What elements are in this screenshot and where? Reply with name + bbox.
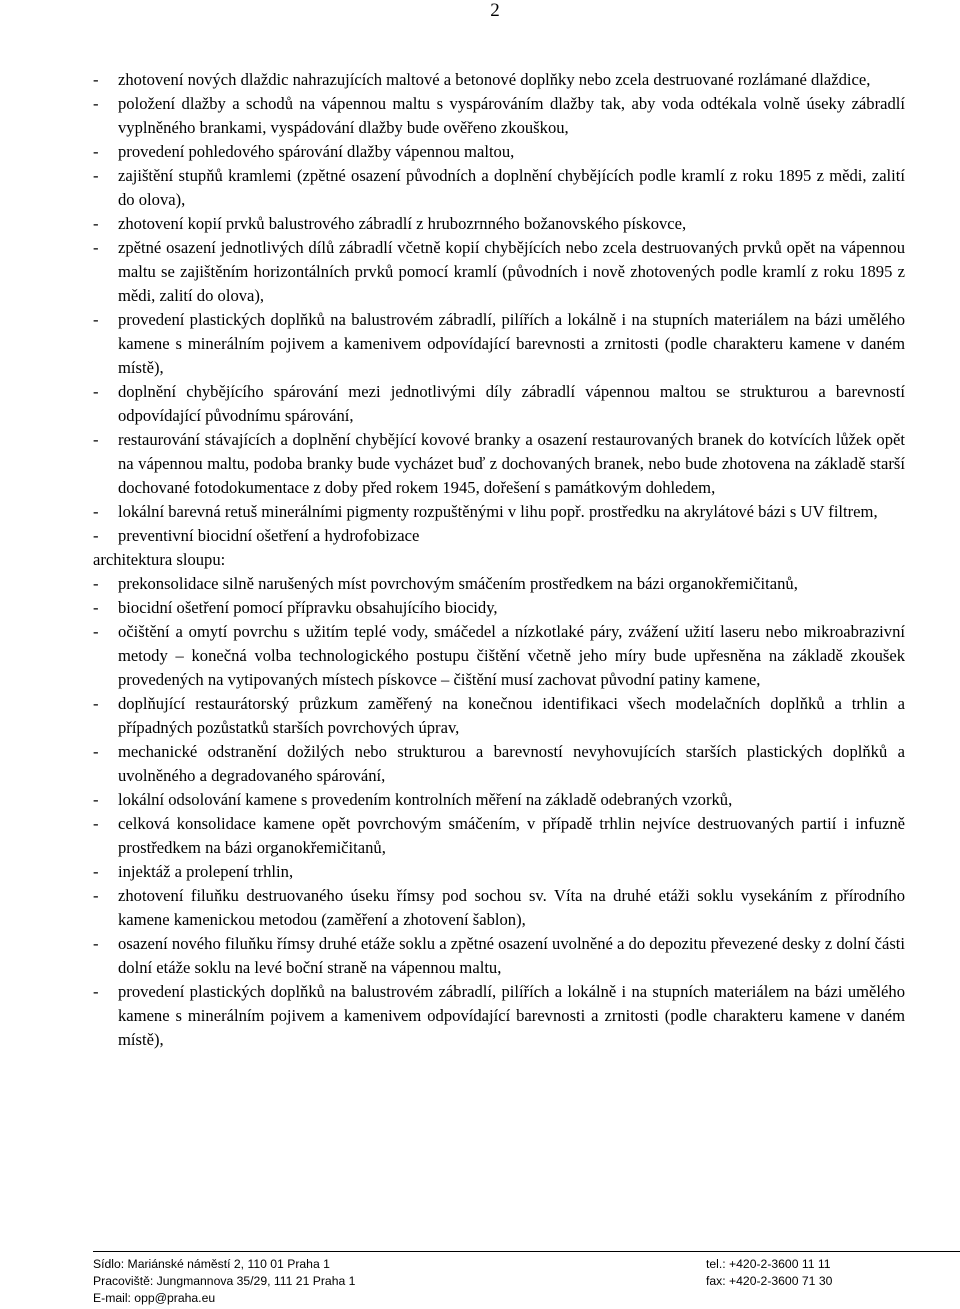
footer-divider [93, 1251, 960, 1252]
footer-contact-right [706, 1256, 832, 1290]
list-item [93, 884, 905, 932]
list-bullet: - [93, 694, 99, 713]
list-item-text: preventivní biocidní ošetření a hydrofobizace [118, 526, 420, 545]
section-heading: architektura sloupu: [93, 550, 226, 569]
list-bullet: - [93, 526, 99, 545]
list-bullet: - [93, 142, 99, 161]
list-item [93, 308, 905, 380]
list-item-text: doplňující restaurátorský průzkum zaměřený na konečnou identifikaci všech modelačních doplňků a trhlin a případných pozůstatků starších povrchových úprav, [118, 694, 905, 737]
list-item [93, 380, 905, 428]
list-item-text: injektáž a prolepení trhlin, [118, 862, 294, 881]
list-item-text: provedení plastických doplňků na balustrovém zábradlí, pilířích a lokálně i na stupních materiálem na bázi umělého kamene s minerálním pojivem a kamenivem odpovídající barevnosti a zrnitosti (podle charakteru kamene v daném místě), [118, 982, 905, 1049]
list-item-text: zpětné osazení jednotlivých dílů zábradlí včetně kopií chybějících nebo zcela destruovaných prvků opět na vápennou maltu se zajištěním horizontálních prvků pomocí kramlí (původních i nově zhotovených podle kramlí z roku 1895 z mědi, zalití do olova), [118, 238, 905, 305]
restoration-list-column [93, 572, 905, 1052]
list-item-text: zhotovení filuňku destruovaného úseku římsy pod sochou sv. Víta na druhé etáži soklu vysekáním z přírodního kamene kamenickou metodou (zaměření a zhotovení šablon), [118, 886, 905, 929]
list-item-text: zhotovení kopií prvků balustrového zábradlí z hrubozrnného božanovského pískovce, [118, 214, 687, 233]
footer-email: E-mail: opp@praha.eu [93, 1291, 216, 1305]
page-number: 2 [490, 0, 500, 21]
list-item [93, 980, 905, 1052]
list-item-text: celková konsolidace kamene opět povrchovým smáčením, v případě trhlin nejvíce destruovaných partií i infuzně prostředkem na bázi organokřemičitanů, [118, 814, 905, 857]
list-item-text: prekonsolidace silně narušených míst povrchovým smáčením prostředkem na bázi organokřemičitanů, [118, 574, 798, 593]
list-item [93, 428, 905, 500]
footer-fax: fax: +420-2-3600 71 30 [706, 1274, 833, 1288]
footer-workplace: Pracoviště: Jungmannova 35/29, 111 21 Praha 1 [93, 1274, 356, 1288]
list-item [93, 620, 905, 692]
list-item [93, 140, 905, 164]
list-bullet: - [93, 790, 99, 809]
list-bullet: - [93, 70, 99, 89]
list-item [93, 500, 905, 524]
list-bullet: - [93, 502, 99, 521]
list-bullet: - [93, 238, 99, 257]
list-bullet: - [93, 166, 99, 185]
list-item-text: lokální barevná retuš minerálními pigmenty rozpuštěnými v lihu popř. prostředku na akrylátové bázi s UV filtrem, [118, 502, 878, 521]
list-item-text: zhotovení nových dlaždic nahrazujících maltové a betonové doplňky nebo zcela destruované rozlámané dlaždice, [118, 70, 871, 89]
restoration-list-staircase [93, 68, 905, 548]
list-item-text: doplnění chybějícího spárování mezi jednotlivými díly zábradlí vápennou maltou se strukturou a barevností odpovídající původnímu spárování, [118, 382, 905, 425]
list-item [93, 812, 905, 860]
footer-phone: tel.: +420-2-3600 11 11 [706, 1257, 831, 1271]
list-item-text: provedení pohledového spárování dlažby vápennou maltou, [118, 142, 515, 161]
footer-address: Sídlo: Mariánské náměstí 2, 110 01 Praha 1 [93, 1257, 330, 1271]
list-item [93, 932, 905, 980]
list-bullet: - [93, 982, 99, 1001]
document-body [93, 68, 905, 1052]
list-item-text: zajištění stupňů kramlemi (zpětné osazení původních a doplnění chybějících podle kramlí z roku 1895 z mědi, zalití do olova), [118, 166, 905, 209]
list-item-text: položení dlažby a schodů na vápennou maltu s vyspárováním dlažby tak, aby voda odtékala volně úseky zábradlí vyplněného brankami, vyspádování dlažby bude ověřeno zkouškou, [118, 94, 905, 137]
list-item [93, 740, 905, 788]
list-item [93, 92, 905, 140]
list-bullet: - [93, 742, 99, 761]
list-item [93, 788, 905, 812]
list-item-text: osazení nového filuňku římsy druhé etáže soklu a zpětné osazení uvolněné a do depozitu převezené desky z dolní části dolní etáže soklu na levé boční straně na vápennou maltu, [118, 934, 906, 977]
list-bullet: - [93, 622, 99, 641]
list-item [93, 596, 905, 620]
list-bullet: - [93, 934, 99, 953]
list-item [93, 68, 905, 92]
list-item [93, 236, 905, 308]
list-item-text: biocidní ošetření pomocí přípravku obsahujícího biocidy, [118, 598, 498, 617]
list-item-text: mechanické odstranění dožilých nebo strukturou a barevností nevyhovujících starších plastických doplňků a uvolněného a degradovaného spárování, [118, 742, 905, 785]
list-bullet: - [93, 382, 99, 401]
footer-contact-left [93, 1256, 355, 1307]
list-item [93, 692, 905, 740]
list-bullet: - [93, 310, 99, 329]
list-item-text: provedení plastických doplňků na balustrovém zábradlí, pilířích a lokálně i na stupních materiálem na bázi umělého kamene s minerálním pojivem a kamenivem odpovídající barevnosti a zrnitosti (podle charakteru kamene v daném místě), [118, 310, 905, 377]
list-item [93, 164, 905, 212]
list-bullet: - [93, 814, 99, 833]
list-item [93, 212, 905, 236]
list-bullet: - [93, 94, 99, 113]
list-item [93, 524, 905, 548]
list-bullet: - [93, 574, 99, 593]
list-item-text: očištění a omytí povrchu s užitím teplé vody, smáčedel a nízkotlaké páry, zvážení užití laseru nebo mikroabrazivní metody – konečná volba technologického postupu čištění včetně jeho míry bude upřesněna na základě zkoušek provedených na vytipovaných místech pískovce – čištění musí zachovat původní patiny kamene, [118, 622, 905, 689]
list-item-text: lokální odsolování kamene s provedením kontrolních měření na základě odebraných vzorků, [118, 790, 733, 809]
list-bullet: - [93, 598, 99, 617]
list-item [93, 572, 905, 596]
list-item [93, 860, 905, 884]
list-bullet: - [93, 430, 99, 449]
list-bullet: - [93, 886, 99, 905]
list-bullet: - [93, 214, 99, 233]
list-bullet: - [93, 862, 99, 881]
list-item-text: restaurování stávajících a doplnění chybějící kovové branky a osazení restaurovaných branek do kotvících lůžek opět na vápennou maltu, podoba branky bude vycházet buď z dochovaných branek, nebo bude zhotovena na základě starší dochované fotodokumentace z doby před rokem 1945, dořešení s památkovým dohledem, [118, 430, 905, 497]
